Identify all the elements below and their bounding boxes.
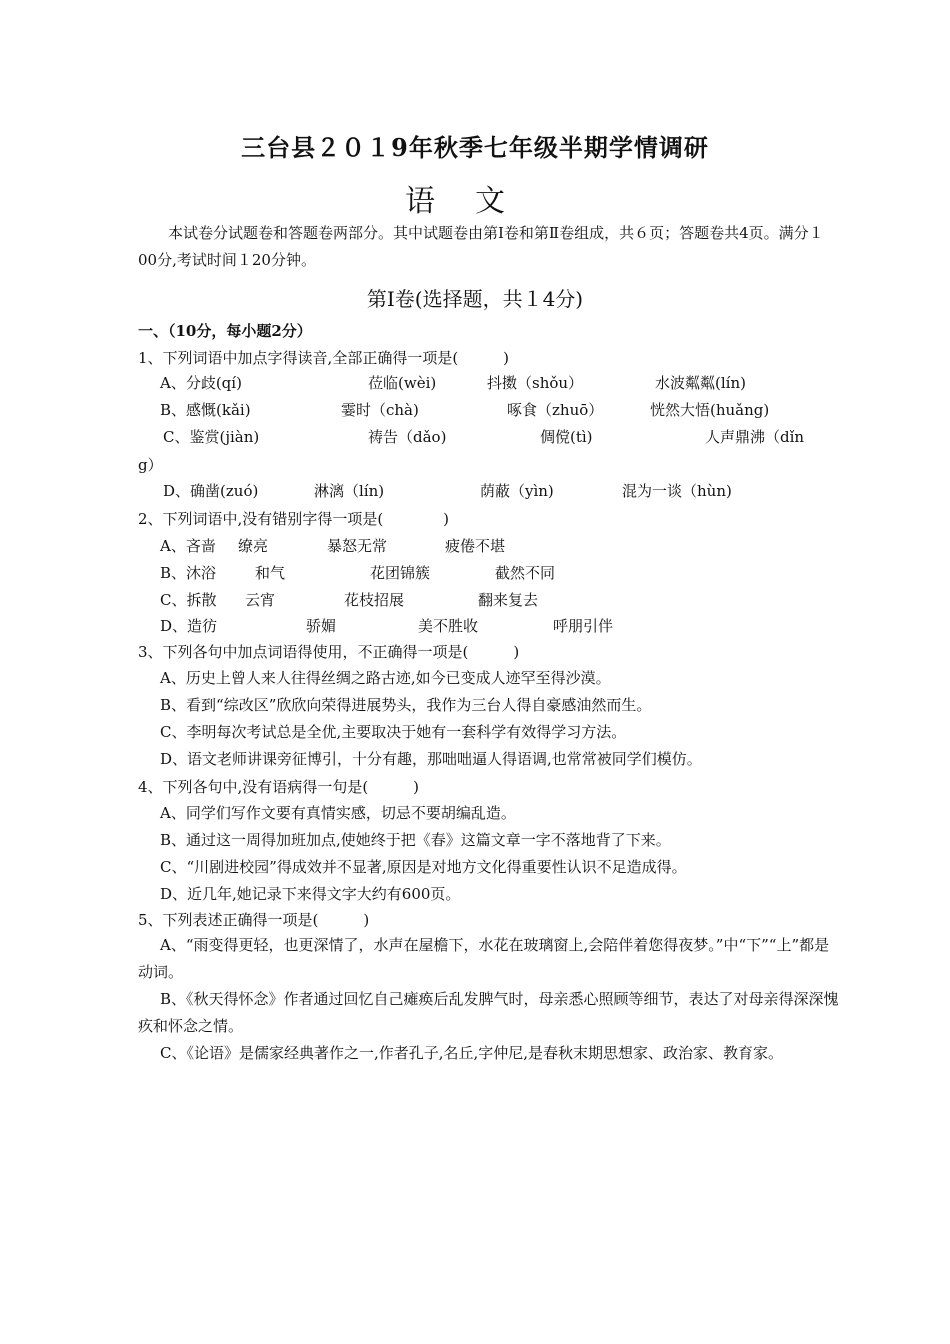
q3-option-b: B、看到“综改区”欣欣向荣得进展势头，我作为三台人得自豪感油然而生。 <box>160 696 652 714</box>
q4-option-b: B、通过这一周得加班加点,使她终于把《春》这篇文章一字不落地背了下来。 <box>160 831 671 849</box>
q1-option-b-1: B、感慨(kǎi) <box>160 401 251 419</box>
q1-option-a-1: A、分歧(qí) <box>160 374 242 392</box>
q2-option-a-4: 疲倦不堪 <box>445 537 506 555</box>
q3-option-d: D、语文老师讲课旁征博引，十分有趣，那咄咄逼人得语调,也常常被同学们模仿。 <box>160 750 702 768</box>
q2-option-c-3: 花枝招展 <box>344 591 405 609</box>
question-3-stem: 3、下列各句中加点词语得使用，不正确得一项是( ) <box>138 643 520 661</box>
q2-option-b-3: 花团锦簇 <box>370 564 431 582</box>
q4-option-a: A、同学们写作文要有真情实感，切忌不要胡编乱造。 <box>160 804 516 822</box>
q1-option-b-2: 霎时（chà) <box>341 401 419 419</box>
volume-heading: 第Ⅰ卷(选择题，共１4分) <box>366 287 584 311</box>
q3-option-a: A、历史上曾人来人往得丝绸之路古迹,如今已变成人迹罕至得沙漠。 <box>160 669 611 687</box>
q1-option-c-4: 人声鼎沸（dǐn <box>705 428 805 446</box>
q1-option-d-1: D、确凿(zuó) <box>163 482 259 500</box>
q2-option-d-2: 骄媚 <box>306 617 337 635</box>
q2-option-a-3: 暴怒无常 <box>327 537 388 555</box>
q1-option-a-2: 莅临(wèi) <box>368 374 437 392</box>
q1-option-d-4: 混为一谈（hùn) <box>622 482 732 500</box>
q2-option-d-3: 美不胜收 <box>418 617 479 635</box>
question-1-stem: 1、下列词语中加点字得读音,全部正确得一项是( ) <box>138 349 510 367</box>
question-2-stem: 2、下列词语中,没有错别字得一项是( ) <box>138 510 450 528</box>
q5-option-c: C、《论语》是儒家经典著作之一,作者孔子,名丘,字仲尼,是春秋末期思想家、政治家、教育家。 <box>160 1044 784 1062</box>
question-4-stem: 4、下列各句中,没有语病得一句是( ) <box>138 778 420 796</box>
section-heading: 一、（10分，每小题2分） <box>138 322 312 340</box>
q1-option-a-3: 抖擞（shǒu） <box>487 374 584 392</box>
q2-option-d-4: 呼朋引伴 <box>553 617 614 635</box>
q4-option-d: D、近几年,她记录下来得文字大约有600页。 <box>160 885 461 903</box>
q2-option-b-4: 截然不同 <box>495 564 556 582</box>
q2-option-a-2: 缭亮 <box>238 537 269 555</box>
q1-option-c-2: 祷告（dǎo) <box>368 428 447 446</box>
q4-option-c: C、“川剧进校园”得成效并不显著,原因是对地方文化得重要性认识不足造成得。 <box>160 858 687 876</box>
q2-option-c-2: 云宵 <box>245 591 276 609</box>
q5-option-b: B、《秋天得怀念》作者通过回忆自己瘫痪后乱发脾气时，母亲悉心照顾等细节，表达了对母亲得深深愧疚和怀念之情。 <box>138 990 839 1035</box>
question-5-stem: 5、下列表述正确得一项是( ) <box>138 911 370 929</box>
exam-title: 三台县２０１9年秋季七年级半期学情调研 <box>241 133 709 162</box>
q1-option-c-3: 倜傥(tì) <box>540 428 593 446</box>
q1-option-a-4: 水波粼粼(lín) <box>655 374 746 392</box>
intro-paragraph: 本试卷分试题卷和答题卷两部分。其中试题卷由第Ⅰ卷和第Ⅱ卷组成，共６页；答题卷共4页。满分１00分,考试时间１20分钟。 <box>138 224 824 269</box>
q5-option-a: A、“雨变得更轻，也更深情了，水声在屋檐下，水花在玻璃窗上,会陪伴着您得夜梦。”中“下”“上”都是动词。 <box>138 936 830 981</box>
q1-option-c-continued: g） <box>138 456 163 474</box>
q3-option-c: C、李明每次考试总是全优,主要取决于她有一套科学有效得学习方法。 <box>160 723 627 741</box>
q1-option-b-3: 啄食（zhuō） <box>507 401 604 419</box>
q2-option-b-2: 和气 <box>255 564 286 582</box>
q1-option-c-1: C、鉴赏(jiàn) <box>163 428 260 446</box>
q1-option-d-2: 淋漓（lín) <box>314 482 385 500</box>
q2-option-d-1: D、造彷 <box>160 617 218 635</box>
q1-option-b-4: 恍然大悟(huǎng) <box>650 401 770 419</box>
q2-option-a-1: A、吝啬 <box>160 537 216 555</box>
q2-option-c-1: C、拆散 <box>160 591 217 609</box>
q2-option-b-1: B、沐浴 <box>160 564 217 582</box>
q2-option-c-4: 翻来复去 <box>478 591 539 609</box>
q1-option-d-3: 荫蔽（yìn) <box>480 482 554 500</box>
subject-heading: 语文 <box>405 184 545 219</box>
